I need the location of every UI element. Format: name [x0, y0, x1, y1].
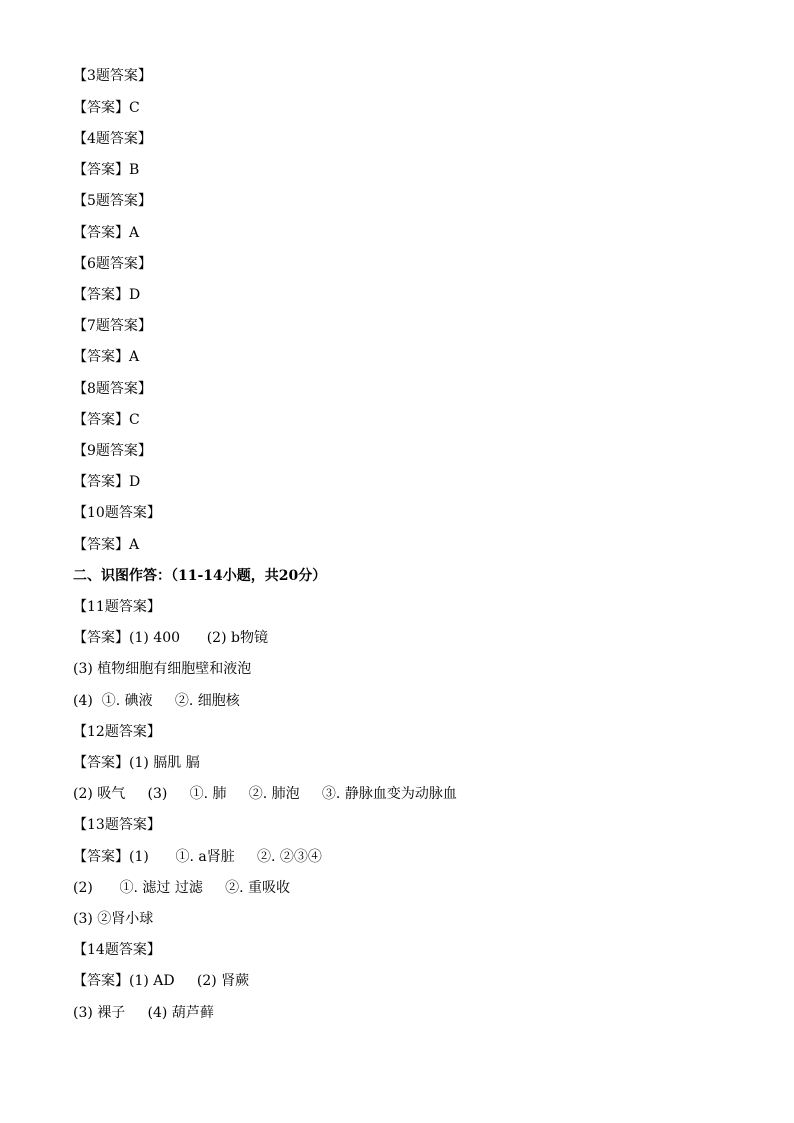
- q4-heading: 【4题答案】: [73, 131, 152, 147]
- q3-heading: 【3题答案】: [73, 68, 152, 84]
- q12-heading: 【12题答案】: [73, 724, 161, 740]
- q6-answer: 【答案】D: [73, 287, 141, 303]
- q10-answer: 【答案】A: [73, 537, 140, 553]
- q8-answer: 【答案】C: [73, 412, 140, 428]
- q9-heading: 【9题答案】: [73, 443, 152, 459]
- section-two-title: 二、识图作答：（11-14小题，共20分）: [73, 568, 327, 584]
- q14-answer-line2: (3) 裸子 (4) 葫芦藓: [73, 1005, 214, 1021]
- q14-answer-line1: 【答案】(1) AD (2) 肾蕨: [73, 973, 250, 989]
- q11-answer-line1: 【答案】(1) 400 (2) b物镜: [73, 630, 268, 646]
- q6-heading: 【6题答案】: [73, 256, 152, 272]
- q7-heading: 【7题答案】: [73, 318, 152, 334]
- q12-answer-line2: (2) 吸气 (3) ①. 肺 ②. 肺泡 ③. 静脉血变为动脉血: [73, 786, 457, 802]
- q13-answer-line3: (3) ②肾小球: [73, 911, 154, 927]
- q11-answer-line2: (3) 植物细胞有细胞壁和液泡: [73, 661, 252, 677]
- q13-heading: 【13题答案】: [73, 817, 161, 833]
- q13-answer-line1: 【答案】(1) ①. a肾脏 ②. ②③④: [73, 849, 322, 865]
- q5-answer: 【答案】A: [73, 225, 140, 241]
- q10-heading: 【10题答案】: [73, 505, 161, 521]
- q12-answer-line1: 【答案】(1) 膈肌 膈: [73, 755, 200, 771]
- q4-answer: 【答案】B: [73, 162, 140, 178]
- q7-answer: 【答案】A: [73, 349, 140, 365]
- q14-heading: 【14题答案】: [73, 942, 161, 958]
- q11-heading: 【11题答案】: [73, 599, 161, 615]
- q9-answer: 【答案】D: [73, 474, 141, 490]
- q8-heading: 【8题答案】: [73, 381, 152, 397]
- q5-heading: 【5题答案】: [73, 193, 152, 209]
- q13-answer-line2: (2) ①. 滤过 过滤 ②. 重吸收: [73, 880, 291, 896]
- q11-answer-line3: (4) ①. 碘液 ②. 细胞核: [73, 693, 240, 709]
- q3-answer: 【答案】C: [73, 100, 140, 116]
